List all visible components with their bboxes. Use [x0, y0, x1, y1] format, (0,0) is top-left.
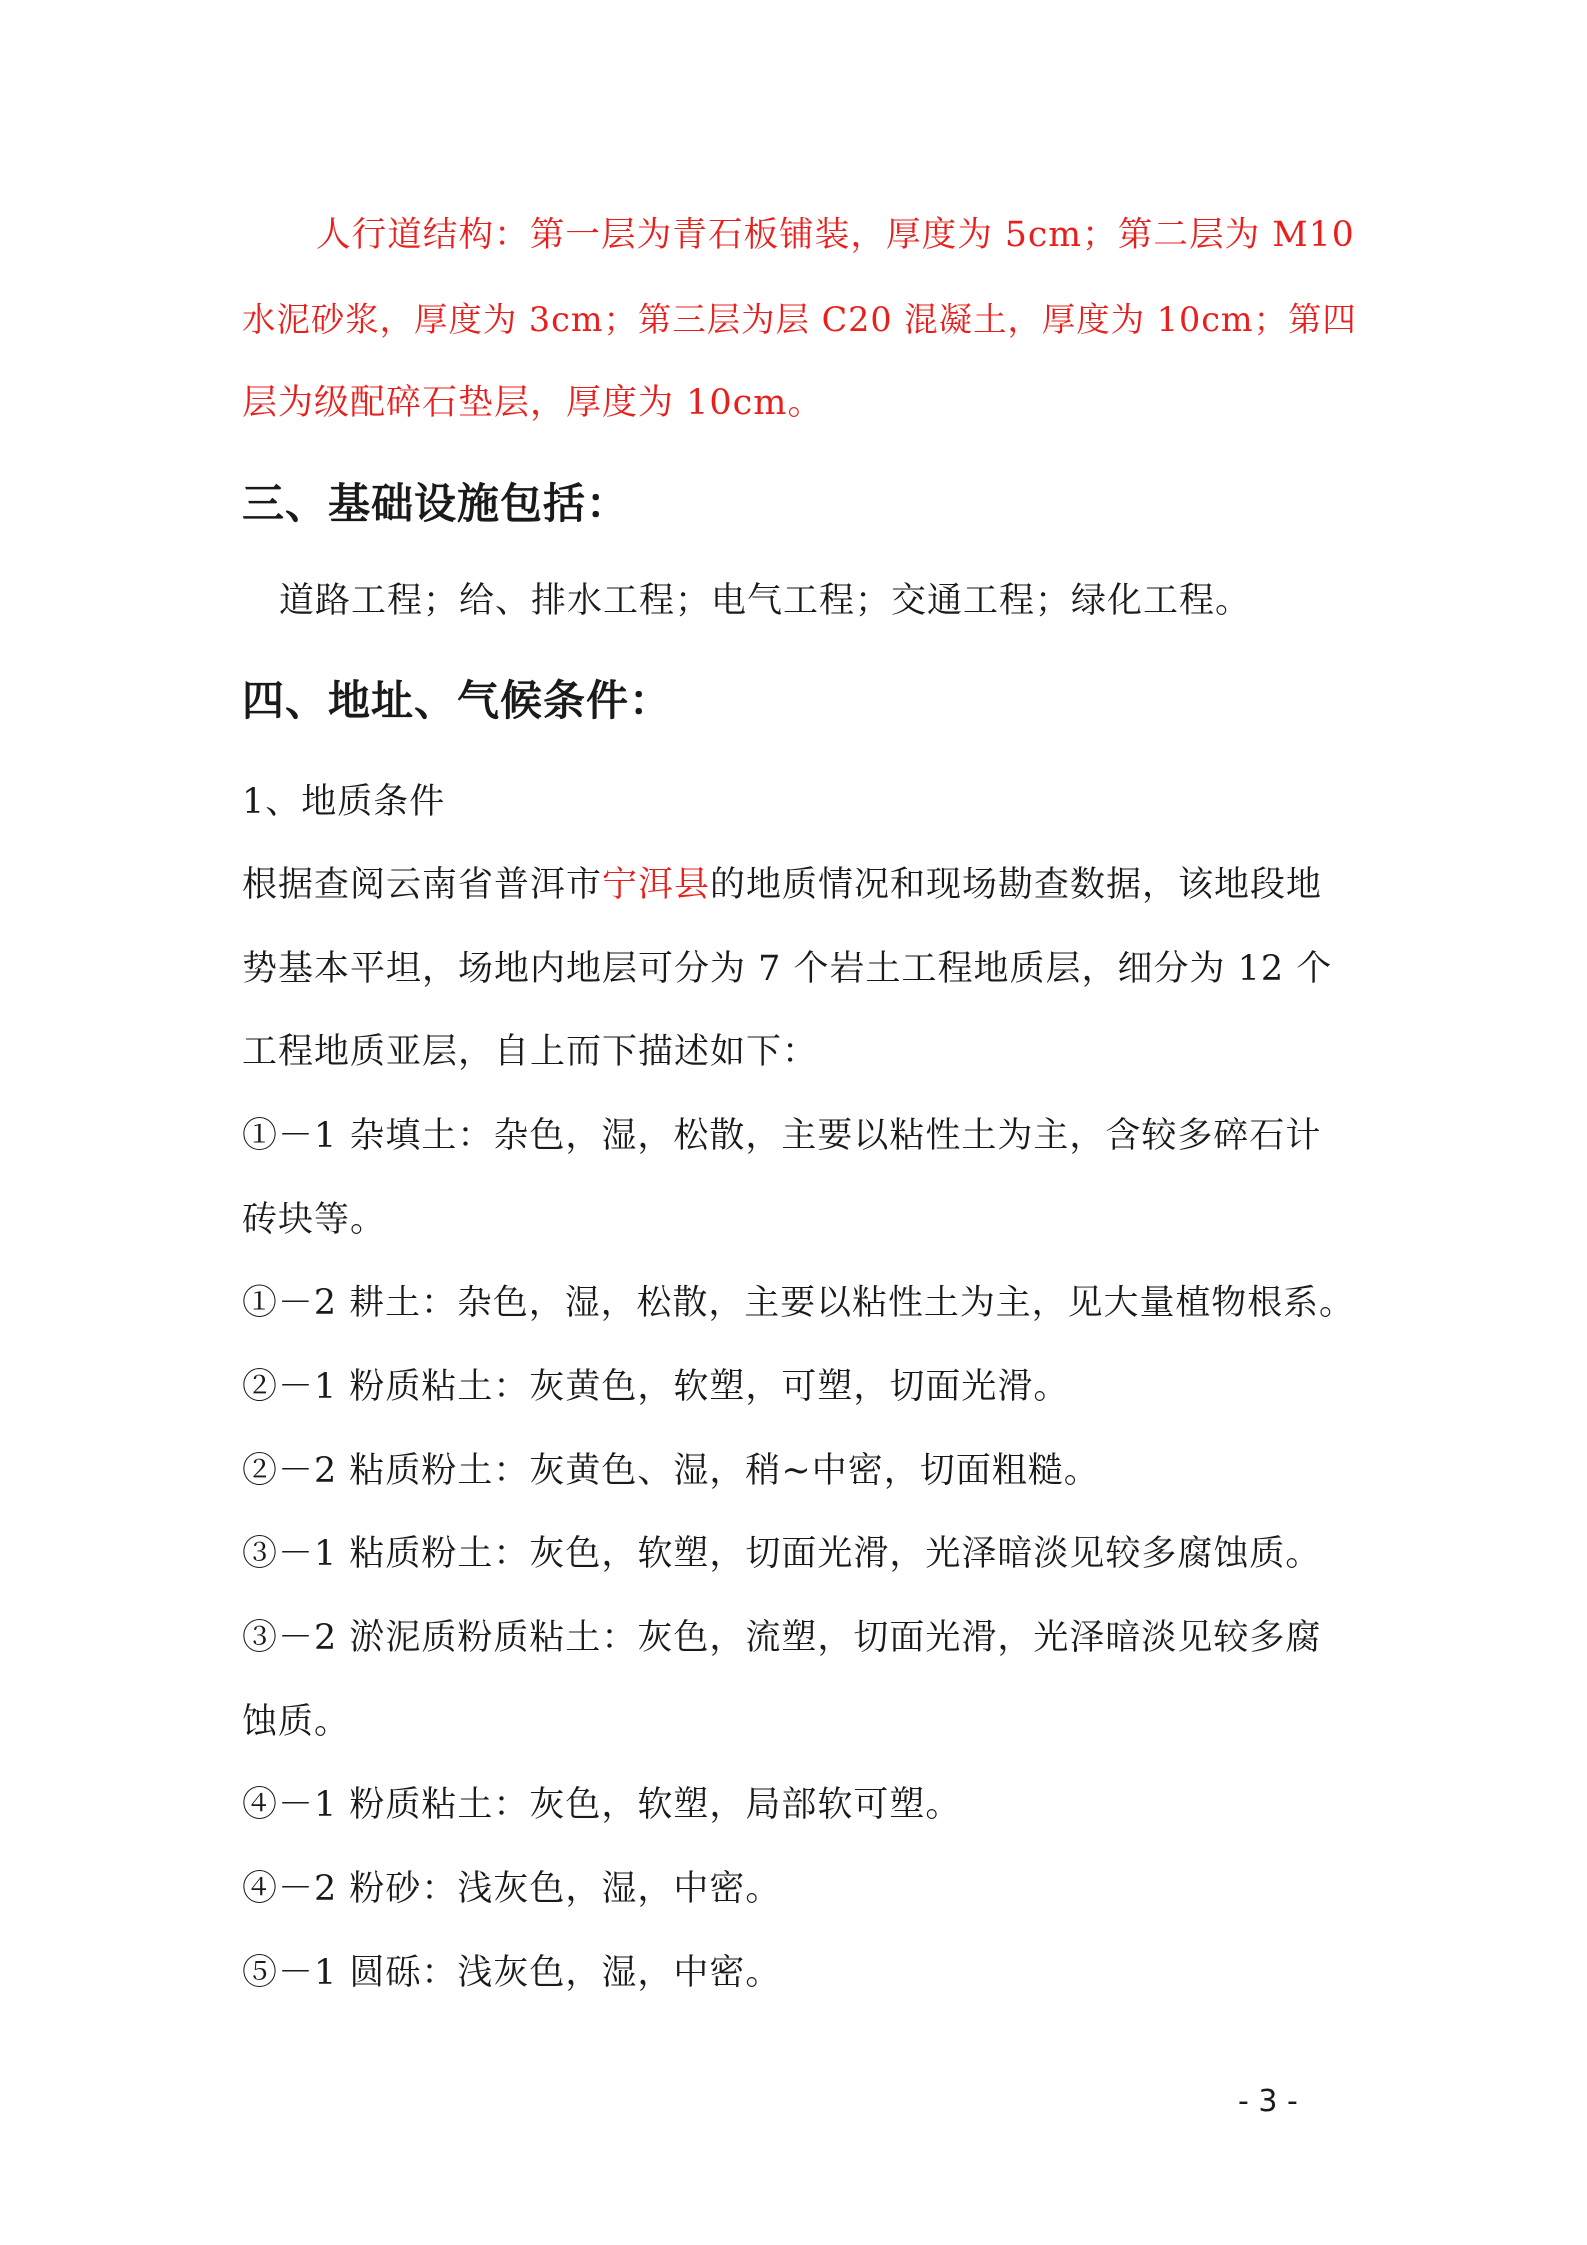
layer-line: ①－1 杂填土：杂色，湿，松散，主要以粘性土为主，含较多碎石计 [242, 1116, 1322, 1156]
layer-line: ①－2 耕土：杂色，湿，松散，主要以粘性土为主，见大量植物根系。 [242, 1283, 1355, 1323]
layer-line: ③－2 淤泥质粉质粘土：灰色，流塑，切面光滑，光泽暗淡见较多腐 [242, 1618, 1322, 1658]
intro-text-b: 的地质情况和现场勘查数据，该地段地 [710, 865, 1323, 905]
layer-line: ②－2 粘质粉土：灰黄色、湿，稍~中密，切面粗糙。 [242, 1451, 1100, 1491]
section-4-intro-line-3: 工程地质亚层，自上而下描述如下： [242, 1032, 819, 1072]
section-4-heading: 四、地址、气候条件： [242, 676, 673, 725]
intro-highlight-county: 宁洱县 [602, 865, 711, 905]
paragraph-red-line-2: 水泥砂浆，厚度为 3cm；第三层为层 C20 混凝土，厚度为 10cm；第四 [242, 300, 1357, 339]
section-4-subheading: 1、地质条件 [242, 782, 446, 822]
page-number: - 3 - [1238, 2084, 1298, 2119]
layer-line: ④－2 粉砂：浅灰色，湿，中密。 [242, 1869, 782, 1909]
section-4-intro-line-1 [242, 863, 1322, 907]
layer-line: ⑤－1 圆砾：浅灰色，湿，中密。 [242, 1953, 782, 1993]
layer-line: 蚀质。 [242, 1702, 351, 1742]
intro-text-a: 根据查阅云南省普洱市 [242, 865, 603, 905]
layer-line: ④－1 粉质粘土：灰色，软塑，局部软可塑。 [242, 1785, 962, 1825]
layer-line: 砖块等。 [242, 1200, 387, 1240]
paragraph-red-line-1: 人行道结构：第一层为青石板铺装，厚度为 5cm；第二层为 M10 [316, 215, 1355, 255]
section-3-heading: 三、基础设施包括： [242, 479, 630, 528]
layer-line: ③－1 粘质粉土：灰色，软塑，切面光滑，光泽暗淡见较多腐蚀质。 [242, 1534, 1322, 1574]
layer-line: ②－1 粉质粘土：灰黄色，软塑，可塑，切面光滑。 [242, 1367, 1070, 1407]
section-4-intro-line-2: 势基本平坦，场地内地层可分为 7 个岩土工程地质层，细分为 12 个 [242, 949, 1333, 989]
section-3-body: 道路工程；给、排水工程；电气工程；交通工程；绿化工程。 [279, 581, 1252, 621]
paragraph-red-line-3: 层为级配碎石垫层，厚度为 10cm。 [242, 383, 824, 423]
